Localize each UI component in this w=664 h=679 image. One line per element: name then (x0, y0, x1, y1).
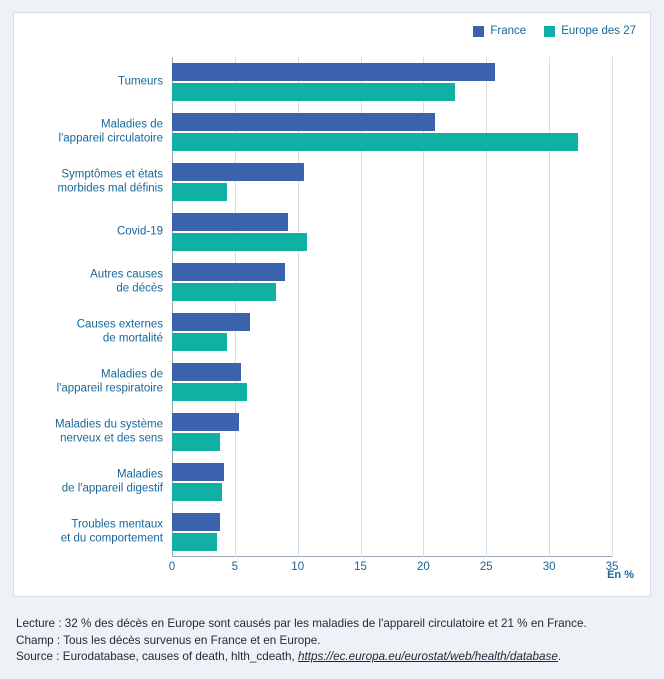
bar-europe[interactable] (172, 383, 247, 401)
bar-france[interactable] (172, 313, 250, 331)
note-source-prefix: Source : Eurodatabase, causes of death, hlth_cdeath, (16, 650, 298, 663)
chart-card (13, 12, 651, 597)
bar-europe[interactable] (172, 283, 276, 301)
x-tick-label: 15 (354, 561, 367, 573)
source-link[interactable]: https://ec.europa.eu/eurostat/web/health/database (298, 650, 558, 663)
legend-label-europe: Europe des 27 (561, 25, 636, 37)
bar-france[interactable] (172, 63, 495, 81)
x-axis-unit-label: En % (607, 569, 634, 581)
x-tick-label: 5 (231, 561, 239, 573)
bar-europe[interactable] (172, 533, 217, 551)
category-label: Causes externes de mortalité (76, 318, 163, 344)
legend-item-france[interactable] (473, 25, 526, 37)
bar-europe[interactable] (172, 183, 227, 201)
note-source (16, 649, 650, 666)
chart-row (90, 257, 612, 307)
chart-row (116, 207, 612, 257)
bar-france[interactable] (172, 113, 435, 131)
category-label: Maladies de l'appareil digestif (61, 468, 163, 494)
legend-swatch-europe (544, 26, 555, 37)
bar-france[interactable] (172, 163, 304, 181)
category-label: Maladies de l'appareil respiratoire (56, 368, 163, 394)
category-label: Autres causes de décès (90, 268, 163, 294)
note-champ: Champ : Tous les décès survenus en France et en Europe. (16, 633, 321, 647)
category-label: Maladies de l'appareil circulatoire (58, 118, 163, 144)
note-lecture: Lecture : 32 % des décès en Europe sont causés par les maladies de l'appareil circulatoire et 21 % en France. (16, 617, 587, 630)
bar-europe[interactable] (172, 233, 307, 251)
chart-legend (473, 25, 636, 37)
chart-row (54, 407, 612, 457)
chart-notes (16, 616, 650, 666)
category-label: Maladies du système nerveux et des sens (54, 418, 163, 444)
x-tick-label: 35 (605, 561, 619, 573)
chart-row (118, 57, 612, 107)
bar-france[interactable] (172, 263, 285, 281)
plot-area (54, 57, 619, 573)
grid-line (612, 57, 613, 557)
chart-row (60, 507, 612, 557)
chart-row (61, 457, 612, 507)
note-source-suffix: . (557, 650, 562, 663)
bar-france[interactable] (172, 413, 239, 431)
x-tick-label: 20 (417, 561, 430, 573)
x-tick-label: 25 (479, 561, 493, 573)
chart-row (57, 157, 612, 207)
bar-france[interactable] (172, 513, 220, 531)
bar-france[interactable] (172, 463, 224, 481)
bar-europe[interactable] (172, 433, 220, 451)
category-label: Symptômes et états morbides mal définis (57, 168, 163, 194)
x-tick-label: 10 (291, 561, 305, 573)
x-tick-label: 30 (542, 561, 556, 573)
legend-item-europe[interactable] (544, 25, 636, 37)
bar-france[interactable] (172, 363, 241, 381)
chart-row (58, 107, 612, 157)
category-label: Troubles mentaux et du comportement (60, 518, 163, 544)
category-label: Covid-19 (116, 225, 163, 238)
legend-label-france: France (490, 25, 527, 37)
bar-europe[interactable] (172, 483, 222, 501)
legend-swatch-france (473, 26, 484, 37)
bar-europe[interactable] (172, 133, 578, 151)
x-tick-label: 0 (168, 561, 176, 573)
bar-france[interactable] (172, 213, 288, 231)
chart-row (76, 307, 612, 357)
category-label: Tumeurs (118, 75, 163, 88)
bar-europe[interactable] (172, 333, 227, 351)
chart-row (56, 357, 612, 407)
bar-europe[interactable] (172, 83, 455, 101)
